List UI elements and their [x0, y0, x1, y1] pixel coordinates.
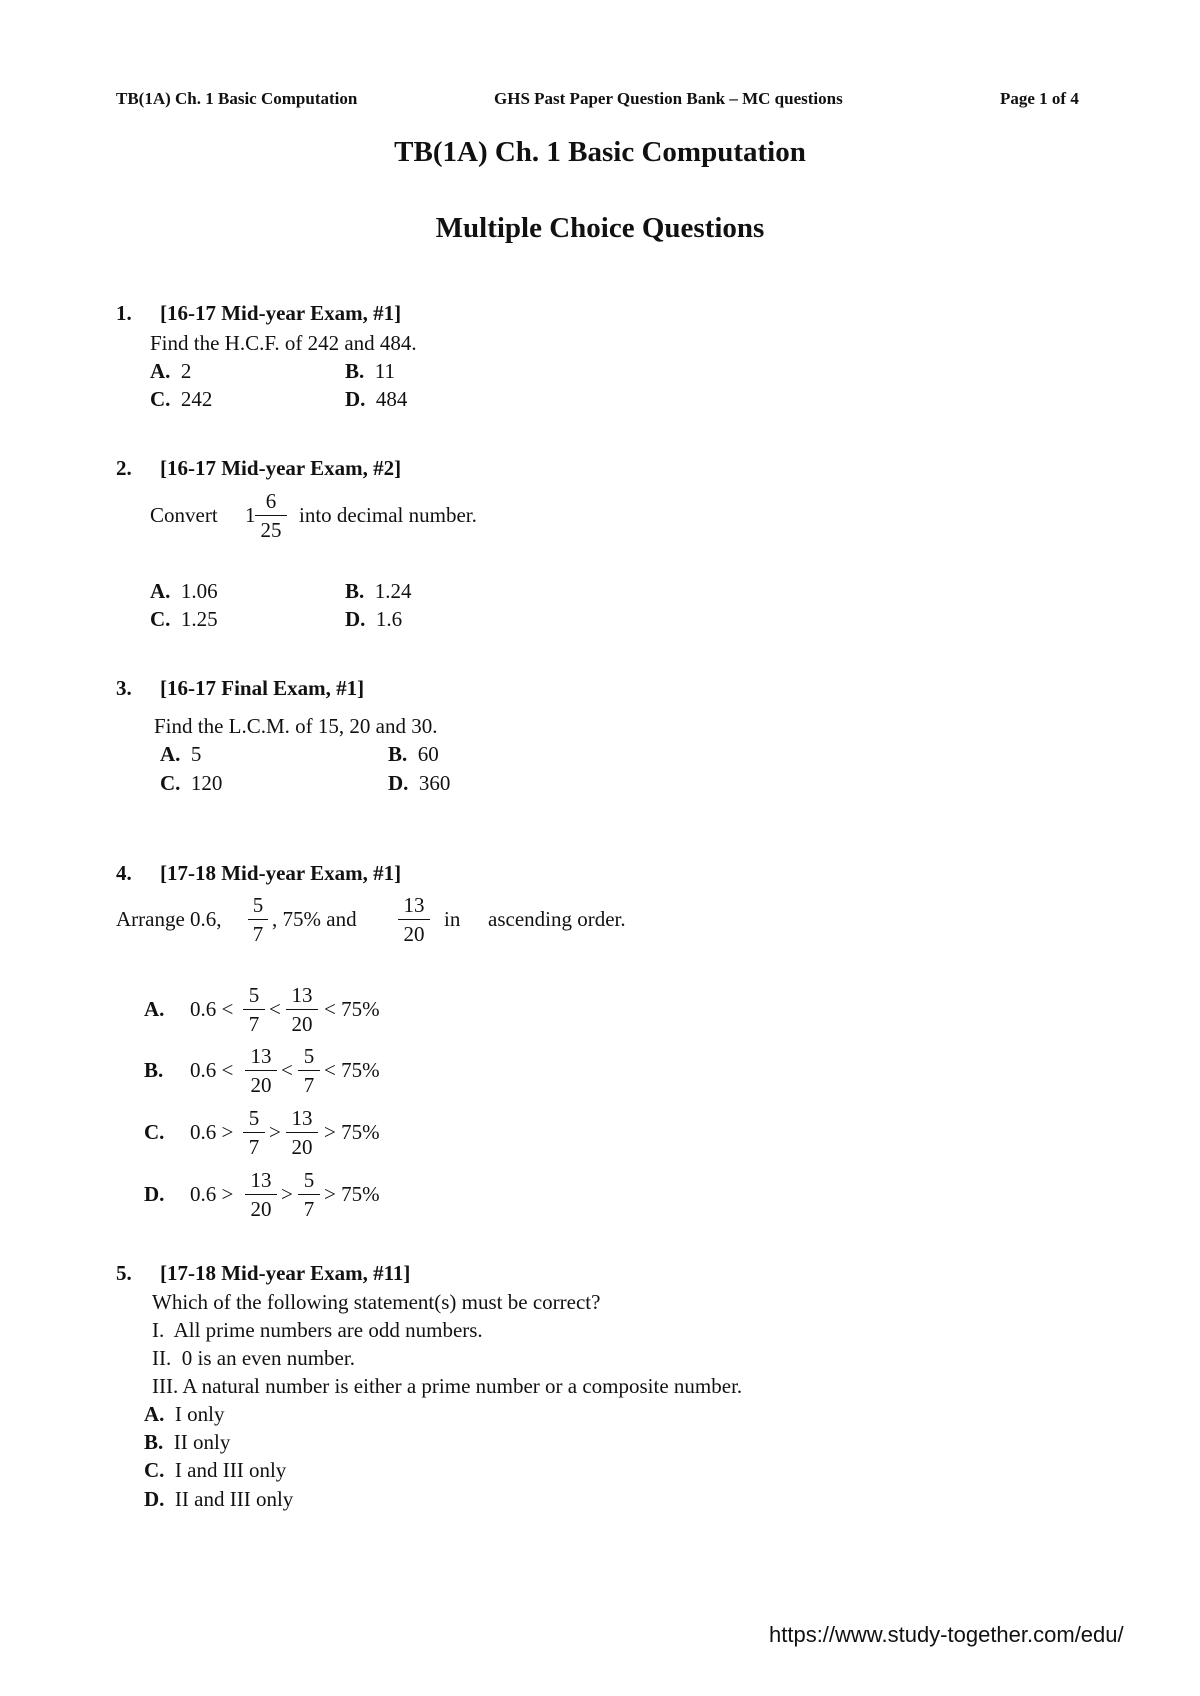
q4-stem-fraction-5-7: 5 7	[248, 893, 268, 946]
q5-option-a: A. I only	[144, 1402, 225, 1426]
q4-option-c-lead: 0.6 >	[190, 1120, 234, 1144]
q4-stem-c: in	[444, 907, 461, 931]
q2-option-c: C. 1.25	[150, 607, 218, 631]
q4-option-d-fraction-1: 13 20	[245, 1168, 277, 1221]
q4-option-d-lead: 0.6 >	[190, 1182, 234, 1206]
q4-option-d-fraction-2: 5 7	[298, 1168, 320, 1221]
q4-stem-fraction-13-20: 13 20	[398, 893, 430, 946]
header-center: GHS Past Paper Question Bank – MC questions	[494, 89, 843, 108]
q2-stem-post: into decimal number.	[299, 503, 477, 527]
q3-number: 3.	[116, 676, 132, 700]
q3-option-b: B. 60	[388, 742, 439, 766]
q1-option-c: C. 242	[150, 387, 213, 411]
q2-source: [16-17 Mid-year Exam, #2]	[160, 456, 402, 480]
q5-statement-ii: II. 0 is an even number.	[152, 1346, 355, 1370]
q5-source: [17-18 Mid-year Exam, #11]	[160, 1261, 411, 1285]
q2-stem-pre: Convert	[150, 503, 218, 527]
q3-stem: Find the L.C.M. of 15, 20 and 30.	[154, 714, 438, 738]
q4-option-c-fraction-1: 5 7	[243, 1106, 265, 1159]
q5-statement-iii: III. A natural number is either a prime number or a composite number.	[152, 1374, 743, 1398]
q2-number: 2.	[116, 456, 132, 480]
q3-option-d: D. 360	[388, 771, 451, 795]
q5-option-d: D. II and III only	[144, 1487, 294, 1511]
q2-option-b: B. 1.24	[345, 579, 412, 603]
page-title: TB(1A) Ch. 1 Basic Computation	[394, 136, 806, 168]
q4-option-d-tail: > 75%	[324, 1182, 380, 1206]
q5-number: 5.	[116, 1261, 132, 1285]
header-page-number: Page 1 of 4	[1000, 89, 1079, 108]
q4-option-b-fraction-2: 5 7	[298, 1044, 320, 1097]
q2-option-d: D. 1.6	[345, 607, 403, 631]
q4-option-c-tail: > 75%	[324, 1120, 380, 1144]
q5-option-c: C. I and III only	[144, 1458, 287, 1482]
q4-number: 4.	[116, 861, 132, 885]
q3-option-c: C. 120	[160, 771, 223, 795]
q2-mixed-whole: 1	[245, 503, 256, 527]
q2-fraction: 6 25	[255, 489, 287, 542]
q1-number: 1.	[116, 301, 132, 325]
q3-source: [16-17 Final Exam, #1]	[160, 676, 365, 700]
q1-option-b: B. 11	[345, 359, 395, 383]
page-subtitle: Multiple Choice Questions	[435, 212, 765, 244]
header-left: TB(1A) Ch. 1 Basic Computation	[116, 89, 358, 108]
q5-statement-i: I. All prime numbers are odd numbers.	[152, 1318, 483, 1342]
q4-option-a-tail: < 75%	[324, 997, 380, 1021]
q2-option-a: A. 1.06	[150, 579, 218, 603]
q4-stem-a: Arrange 0.6,	[116, 907, 222, 931]
q5-option-b: B. II only	[144, 1430, 231, 1454]
q4-option-a-lead: 0.6 <	[190, 997, 234, 1021]
q4-option-a-fraction-1: 5 7	[243, 983, 265, 1036]
q4-source: [17-18 Mid-year Exam, #1]	[160, 861, 402, 885]
q4-option-b-label: B.	[144, 1058, 164, 1082]
q4-option-a-op: <	[269, 997, 281, 1021]
q1-option-d: D. 484	[345, 387, 408, 411]
q4-option-b-op: <	[281, 1058, 293, 1082]
q1-option-a: A. 2	[150, 359, 192, 383]
q1-source: [16-17 Mid-year Exam, #1]	[160, 301, 402, 325]
footer-url-link[interactable]: https://www.study-together.com/edu/	[769, 1622, 1124, 1647]
q4-option-b-fraction-1: 13 20	[245, 1044, 277, 1097]
q4-option-b-lead: 0.6 <	[190, 1058, 234, 1082]
q4-option-d-label: D.	[144, 1182, 165, 1206]
q4-option-b-tail: < 75%	[324, 1058, 380, 1082]
q4-option-a-fraction-2: 13 20	[286, 983, 318, 1036]
q5-stem: Which of the following statement(s) must be correct?	[152, 1290, 601, 1314]
q4-option-c-fraction-2: 13 20	[286, 1106, 318, 1159]
q1-stem: Find the H.C.F. of 242 and 484.	[150, 331, 417, 355]
q4-option-d-op: >	[281, 1182, 293, 1206]
q4-option-c-op: >	[269, 1120, 281, 1144]
q3-option-a: A. 5	[160, 742, 202, 766]
q4-option-c-label: C.	[144, 1120, 165, 1144]
q4-option-a-label: A.	[144, 997, 165, 1021]
q4-stem-d: ascending order.	[488, 907, 626, 931]
q4-stem-b: , 75% and	[272, 907, 357, 931]
